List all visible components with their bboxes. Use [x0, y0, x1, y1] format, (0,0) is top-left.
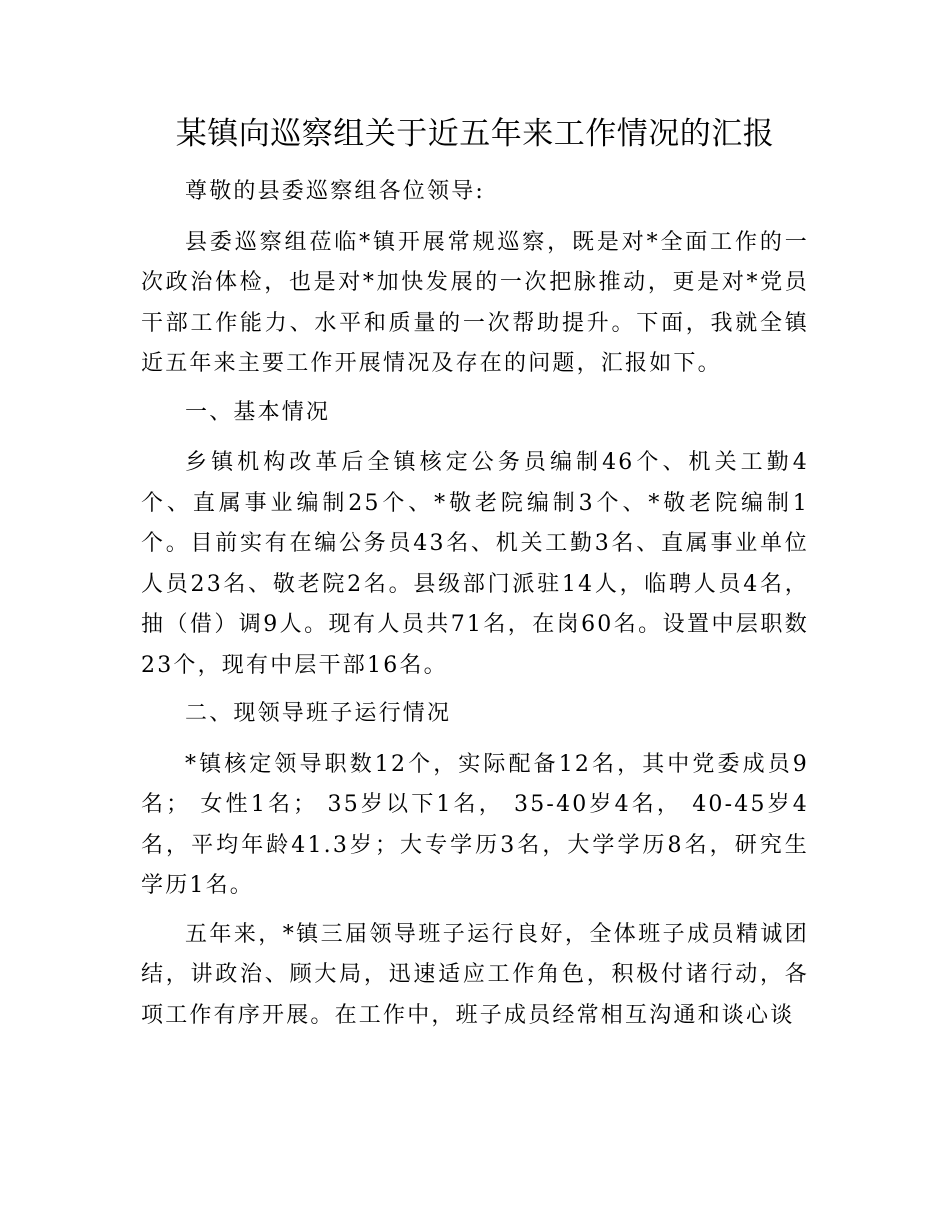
salutation: 尊敬的县委巡察组各位领导:: [185, 179, 486, 204]
intro-paragraph: 县委巡察组莅临*镇开展常规巡察，既是对*全面工作的一次政治体检，也是对*加快发展的一次把脉推动，更是对*党员干部工作能力、水平和质量的一次帮助提升。下面，我就全镇近五年来主要工作开展情况及存在的问题，汇报如下。: [141, 229, 809, 376]
document-title: 某镇向巡察组关于近五年来工作情况的汇报: [175, 116, 775, 152]
basic-info-paragraph: 乡镇机构改革后全镇核定公务员编制46个、机关工勤4个、直属事业编制25个、*敬老院编制3个、*敬老院编制1个。目前实有在编公务员43名、机关工勤3名、直属事业单位人员23名、敬老院2名。县级部门派驻14人，临聘人员4名，抽（借）调9人。现有人员共71名，在岗60名。设置中层职数23个，现有中层干部16名。: [141, 450, 809, 678]
leadership-operation-paragraph: 五年来，*镇三届领导班子运行良好，全体班子成员精诚团结，讲政治、顾大局，迅速适应工作角色，积极付诸行动，各项工作有序开展。在工作中，班子成员经常相互沟通和谈心谈: [141, 921, 809, 1028]
document-body: [141, 172, 809, 1044]
section-heading-leadership: 二、现领导班子运行情况: [185, 701, 452, 726]
leadership-composition-paragraph: *镇核定领导职数12个，实际配备12名，其中党委成员9名； 女性1名； 35岁以下1名， 35-40岁4名， 40-45岁4名，平均年龄41.3岁；大专学历3名，大学学历8名，研究生学历1名。: [141, 751, 809, 898]
section-heading-basic-info: 一、基本情况: [185, 399, 331, 425]
